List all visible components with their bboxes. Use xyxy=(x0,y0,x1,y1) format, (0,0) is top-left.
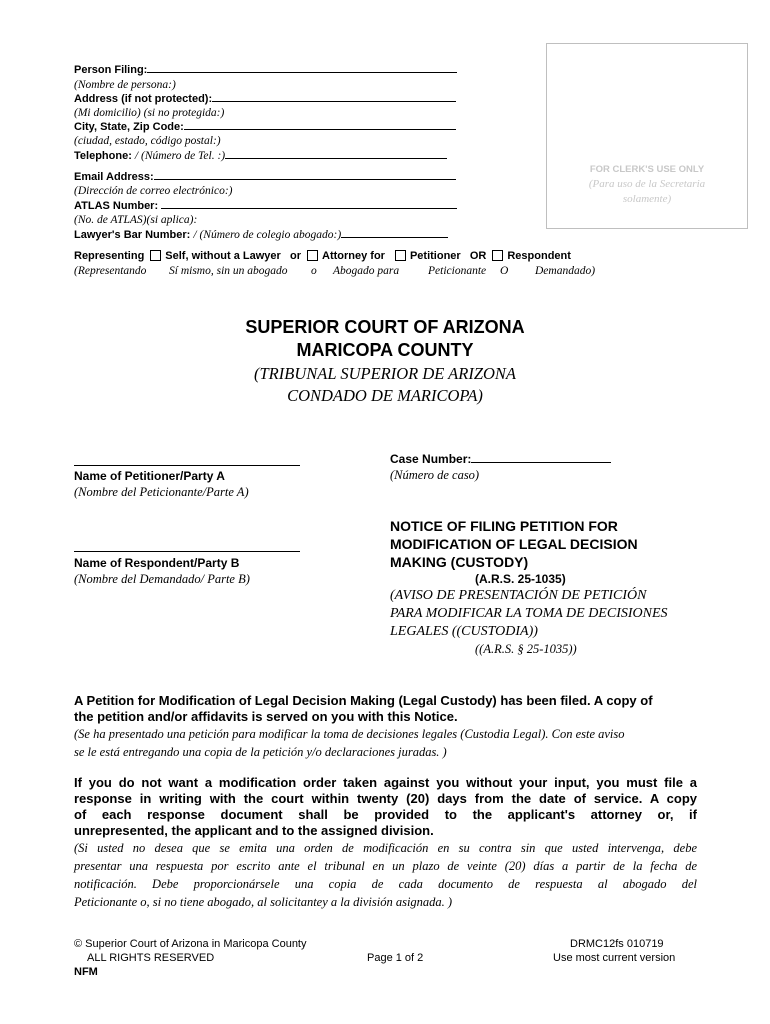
notice-title-es-2: PARA MODIFICAR LA TOMA DE DECISIONES xyxy=(390,606,668,621)
paragraph2-line1: If you do not want a modification order taken against you without your input, you must file a xyxy=(74,775,697,790)
notice-title-line3: MAKING (CUSTODY) xyxy=(390,554,529,570)
address-label: Address (if not protected): xyxy=(74,93,213,105)
city-es-row xyxy=(74,135,221,148)
or-es-2: O xyxy=(500,265,509,277)
paragraph2-es4: Peticionante o, si no tiene abogado, al solicitantey a la división asignada. ) xyxy=(74,895,453,909)
bar-number-row xyxy=(74,229,448,242)
telephone-field[interactable] xyxy=(225,158,447,159)
petitioner-label: Petitioner xyxy=(409,250,461,262)
email-row xyxy=(74,171,456,184)
case-number-row xyxy=(390,452,611,466)
paragraph1-es1: (Se ha presentado una petición para modificar la toma de decisiones legales (Custodia Legal). Con este aviso xyxy=(74,727,625,741)
footer-form-id: DRMC12fs 010719 xyxy=(570,938,664,950)
petition-filed-paragraph xyxy=(74,693,697,761)
address-es-row xyxy=(74,107,224,120)
paragraph1-line1: A Petition for Modification of Legal Decision Making (Legal Custody) has been filed. A copy of xyxy=(74,693,653,708)
self-es: Sí mismo, sin un abogado xyxy=(169,265,288,277)
or-es: o xyxy=(311,265,317,277)
respondent-es: (Nombre del Demandado/ Parte B) xyxy=(74,572,250,586)
atlas-field[interactable] xyxy=(161,208,457,209)
bar-number-field[interactable] xyxy=(341,237,448,238)
petitioner-es: Peticionante xyxy=(428,265,487,277)
address-field[interactable] xyxy=(212,101,456,102)
case-number-label: Case Number: xyxy=(390,452,472,466)
response-instructions-paragraph xyxy=(74,775,697,911)
or-label: or xyxy=(290,250,301,262)
attorney-label: Attorney for xyxy=(322,250,385,262)
atlas-label: ATLAS Number: xyxy=(74,200,159,212)
notice-title-line2: MODIFICATION OF LEGAL DECISION xyxy=(390,536,638,552)
paragraph2-line3: of each response document shall be provided to the applicant's attorney or, if xyxy=(74,807,697,822)
clerk-use-box xyxy=(546,43,748,229)
paragraph2-line2: response in writing with the court within twenty (20) days from the date of service. A copy xyxy=(74,791,697,806)
paragraph1-line2: the petition and/or affidavits is served on you with this Notice. xyxy=(74,709,458,724)
representing-es: (Representando xyxy=(74,265,147,277)
representing-label: Representing xyxy=(74,250,145,262)
attorney-checkbox[interactable] xyxy=(307,250,318,261)
self-label: Self, without a Lawyer xyxy=(165,250,281,262)
atlas-es-row xyxy=(74,214,197,227)
telephone-es: / (Número de Tel. :) xyxy=(134,150,226,162)
atlas-row xyxy=(74,200,457,213)
case-number-field[interactable] xyxy=(471,462,611,463)
paragraph2-es1: (Si usted no desea que se emita una orden de modificación en su contra sin que usted intervenga, debe xyxy=(74,841,697,855)
petitioner-es: (Nombre del Peticionante/Parte A) xyxy=(74,485,249,499)
email-field[interactable] xyxy=(154,179,456,180)
court-title: SUPERIOR COURT OF ARIZONA xyxy=(245,317,525,337)
atlas-es: (No. de ATLAS)(si aplica): xyxy=(74,214,198,226)
representing-row xyxy=(74,250,571,263)
county-title-es: CONDADO DE MARICOPA) xyxy=(287,386,483,405)
city-field[interactable] xyxy=(184,129,456,130)
self-checkbox[interactable] xyxy=(150,250,161,261)
footer-rights: ALL RIGHTS RESERVED xyxy=(87,952,215,964)
bar-number-es: / (Número de colegio abogado:) xyxy=(193,229,342,241)
paragraph2-es2: presentar una respuesta por escrito ante el tribunal en un plazo de veinte (20) días a partir de la fecha de xyxy=(74,859,697,873)
respondent-name-line[interactable] xyxy=(74,551,300,552)
petitioner-label: Name of Petitioner/Party A xyxy=(74,469,225,483)
petitioner-checkbox[interactable] xyxy=(395,250,406,261)
case-number-es: (Número de caso) xyxy=(390,468,480,482)
person-filing-label: Person Filing: xyxy=(74,64,148,76)
notice-statute-es: ((A.R.S. § 25-1035)) xyxy=(475,642,577,656)
city-label: City, State, Zip Code: xyxy=(74,121,184,133)
city-es: (ciudad, estado, código postal:) xyxy=(74,135,221,147)
person-filing-es: (Nombre de persona:) xyxy=(74,79,176,91)
footer-version-note: Use most current version xyxy=(553,952,676,964)
person-filing-field[interactable] xyxy=(147,72,457,73)
attorney-es: Abogado para xyxy=(333,265,400,277)
court-title-es: (TRIBUNAL SUPERIOR DE ARIZONA xyxy=(254,364,516,383)
representing-es-row xyxy=(74,265,614,278)
respondent-label: Respondent xyxy=(507,250,571,262)
respondent-checkbox[interactable] xyxy=(492,250,503,261)
telephone-row xyxy=(74,150,447,163)
footer-page-number: Page 1 of 2 xyxy=(367,952,424,964)
city-row xyxy=(74,121,456,134)
clerk-box-es-2: solamente) xyxy=(622,193,672,205)
email-label: Email Address: xyxy=(74,171,154,183)
footer-copyright: © Superior Court of Arizona in Maricopa County xyxy=(74,938,307,950)
person-filing-row xyxy=(74,64,457,77)
clerk-box-es-1: (Para uso de la Secretaria xyxy=(588,178,706,190)
bar-number-label: Lawyer's Bar Number: xyxy=(74,229,191,241)
email-es: (Dirección de correo electrónico:) xyxy=(74,185,233,197)
county-title: MARICOPA COUNTY xyxy=(296,340,474,360)
paragraph2-es3: notificación. Debe proporcionársele una copia de cada documento de respuesta al abogado del xyxy=(74,877,697,891)
notice-title-es-1: (AVISO DE PRESENTACIÓN DE PETICIÓN xyxy=(390,588,647,603)
notice-statute: (A.R.S. 25-1035) xyxy=(475,572,566,586)
email-es-row xyxy=(74,185,232,198)
footer-code: NFM xyxy=(74,966,98,978)
clerk-box-label: FOR CLERK'S USE ONLY xyxy=(589,164,705,175)
address-es: (Mi domicilio) (si no protegida:) xyxy=(74,107,225,119)
or-label-2: OR xyxy=(469,250,487,262)
petitioner-name-line[interactable] xyxy=(74,465,300,466)
respondent-label: Name of Respondent/Party B xyxy=(74,556,240,570)
person-filing-es-row xyxy=(74,79,176,92)
address-row xyxy=(74,93,456,106)
paragraph2-line4: unrepresented, the applicant and to the assigned division. xyxy=(74,823,434,838)
respondent-es: Demandado) xyxy=(535,265,596,277)
paragraph1-es2: se le está entregando una copia de la petición y/o declaraciones juradas. ) xyxy=(74,745,447,759)
notice-title-es-3: LEGALES ((CUSTODIA)) xyxy=(390,624,538,639)
notice-title-line1: NOTICE OF FILING PETITION FOR xyxy=(390,518,618,534)
telephone-label: Telephone: xyxy=(74,150,132,162)
